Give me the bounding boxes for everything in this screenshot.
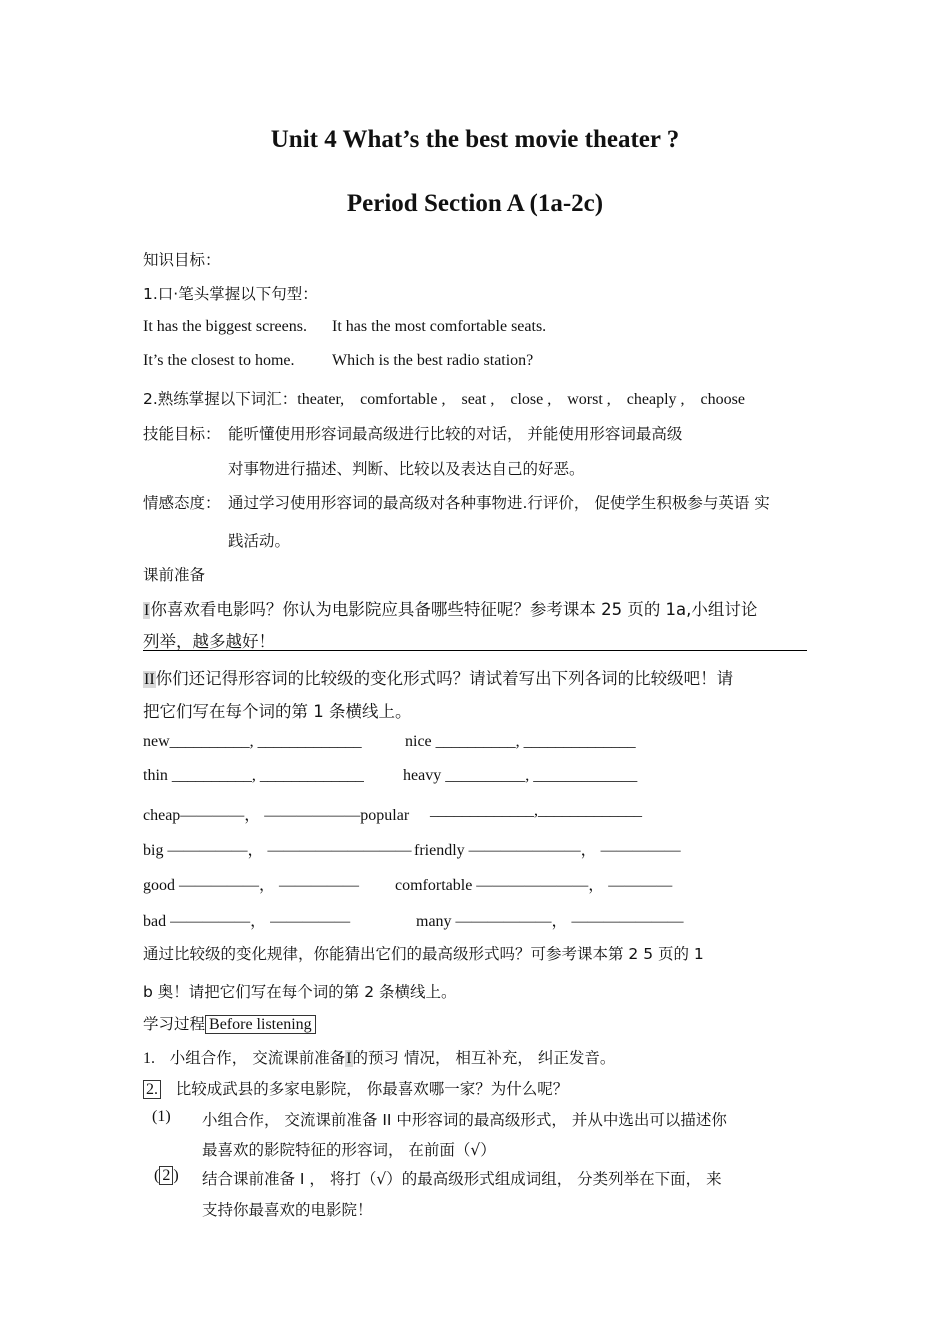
exercise-row-new[interactable]: new__________, _____________ (143, 733, 362, 750)
exercise-row-bad[interactable]: bad —————， ————— (143, 913, 351, 930)
question-2-line-1 (143, 665, 733, 689)
substep-1-line-1: 小组合作， 交流课前准备 II 中形容词的最高级形式， 并从中选出可以描述你 (202, 1111, 727, 1129)
step-1 (143, 1046, 615, 1068)
exercise-row-many[interactable]: many ——————， ——————— (416, 913, 684, 930)
step-1-number: 1. (143, 1050, 155, 1067)
sentence-3: It’s the closest to home. (143, 352, 295, 369)
exercise-row-friendly[interactable]: friendly ———————， ————— (414, 842, 681, 859)
skill-line-1: 能听懂使用形容词最高级进行比较的对话， 并能使用形容词最高级 (228, 425, 683, 443)
substep-1-number: (1) (152, 1108, 171, 1125)
question-1-text: 你喜欢看电影吗？你认为电影院应具备哪些特征呢？参考课本 25 页的 1a,小组讨论 (150, 600, 758, 619)
question-2-text: 你们还记得形容词的比较级的变化形式吗？请试着写出下列各词的比较级吧！请 (155, 669, 734, 688)
emotion-line-1: 通过学习使用形容词的最高级对各种事物进.行评价， 促使学生积极参与英语 实 (228, 494, 770, 512)
question-2-line-2: 把它们写在每个词的第 1 条横线上。 (143, 702, 412, 721)
sentence-4: Which is the best radio station? (332, 352, 534, 369)
step-1-text-post: 的预习 情况， 相互补充， 纠正发音。 (352, 1049, 616, 1067)
exercise-row-big[interactable]: big —————， ————————— (143, 842, 412, 859)
exercise-row-nice[interactable]: nice __________, ______________ (405, 733, 636, 750)
question-1-mark: I (144, 602, 150, 619)
exercise-row-thin[interactable]: thin __________, _____________ (143, 767, 364, 784)
vocabulary-words: theater, comfortable , seat , close , worst , cheaply , choose (297, 391, 745, 408)
page-subtitle: Period Section A (1a-2c) (346, 190, 604, 217)
step-1-mark: I (346, 1050, 352, 1067)
page-title: Unit 4 What’s the best movie theater ? (270, 126, 680, 153)
objective-item-2-label: 2.熟练掌握以下词汇： (143, 390, 298, 408)
objective-item-2 (143, 387, 745, 409)
substep-2-line-1: 结合课前准备 I ， 将打（√）的最高级形式组成词组， 分类列举在下面， 来 (202, 1170, 722, 1188)
divider-line (143, 650, 807, 651)
knowledge-heading: 知识目标： (143, 251, 221, 269)
substep-1-line-2: 最喜欢的影院特征的形容词， 在前面（√） (202, 1141, 496, 1159)
skill-line-2: 对事物进行描述、判断、比较以及表达自己的好恶。 (228, 460, 585, 478)
exercise-row-cheap-popular[interactable]: cheap————， ——————popular (143, 807, 410, 824)
step-2 (143, 1077, 568, 1099)
skill-label: 技能目标： (143, 425, 221, 443)
objective-item-1: 1.口·笔头掌握以下句型： (143, 285, 318, 303)
process-heading: 学习过程 (143, 1015, 206, 1033)
stage-box-before-listening: Before listening (205, 1015, 316, 1034)
question-2-mark: II (144, 671, 155, 688)
emotion-line-2: 践活动。 (228, 532, 291, 550)
step-2-number: 2. (143, 1080, 161, 1099)
hint-line-1: 通过比较级的变化规律，你能猜出它们的最高级形式吗？可参考课本第 2 5 页的 1 (143, 945, 704, 963)
process-heading-row (143, 1012, 316, 1034)
exercise-row-good[interactable]: good —————， ————— (143, 877, 360, 894)
substep-2-number (154, 1167, 179, 1185)
question-1-line-2: 列举，越多越好！ (143, 632, 275, 651)
substep-2-digit: 2 (159, 1166, 173, 1185)
sentence-2: It has the most comfortable seats. (332, 318, 547, 335)
preview-heading: 课前准备 (143, 566, 206, 584)
emotion-label: 情感态度： (143, 494, 221, 512)
substep-2-open-paren: ( (154, 1167, 160, 1184)
step-2-text: 比较成武县的多家电影院， 你最喜欢哪一家？为什么呢？ (175, 1080, 569, 1098)
hint-line-2: b 奥！请把它们写在每个词的第 2 条横线上。 (143, 983, 457, 1001)
substep-2-close-paren: ) (173, 1167, 179, 1184)
step-1-text-pre: 小组合作， 交流课前准备 (169, 1049, 346, 1067)
substep-2-line-2: 支持你最喜欢的电影院！ (202, 1201, 373, 1219)
question-1-line-1 (143, 596, 757, 620)
exercise-row-comfortable[interactable]: comfortable ———————， ———— (395, 877, 673, 894)
exercise-row-popular-blanks[interactable]: _____________,_____________ (430, 802, 642, 819)
exercise-row-heavy[interactable]: heavy __________, _____________ (403, 767, 638, 784)
sentence-1: It has the biggest screens. (143, 318, 307, 335)
